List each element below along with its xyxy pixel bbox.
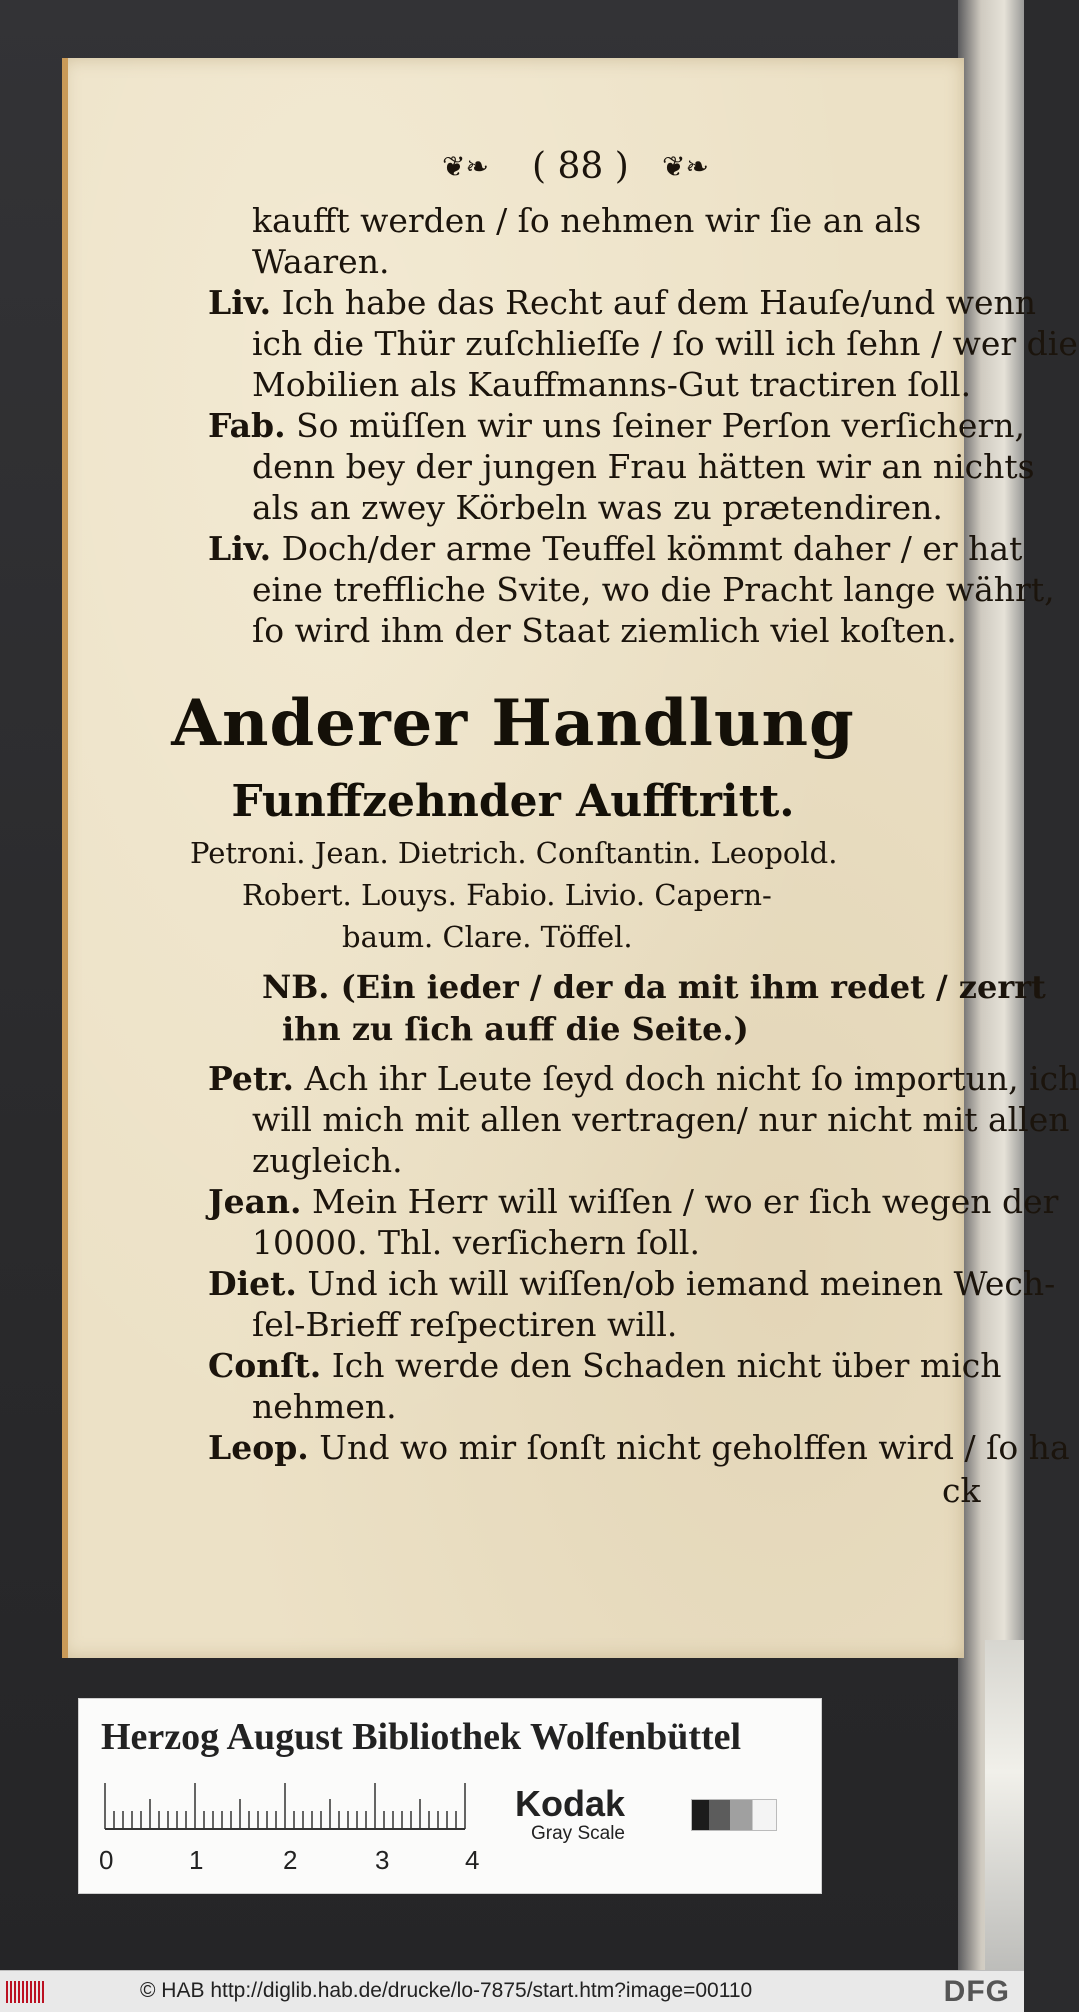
adjacent-page-strip-lower [985,1640,1024,1970]
dfg-logo: DFG [943,1975,1010,2008]
footer-bar [0,1970,1024,2012]
speaker-label: Fab. [208,406,286,445]
line-text: Und wo mir ſonſt nicht geholffen wird / ſo ha [319,1428,1070,1467]
ruler-number: 3 [375,1845,390,1875]
catchword: ck [942,1471,981,1510]
text-line [252,1099,1070,1140]
text-line [208,1263,1055,1304]
text-line [252,569,1055,610]
text-line [252,610,957,651]
ruler-number: 4 [465,1845,480,1875]
text-line [208,1345,1002,1386]
cast-line-2: Robert. Louys. Fabio. Livio. Capern- [242,878,772,912]
line-text: Und ich will wiſſen/ob iemand meinen Wech- [307,1264,1056,1303]
line-text: als an zwey Körbeln was zu prætendiren. [252,488,943,527]
text-line [252,364,971,405]
footer-link[interactable]: © HAB http://diglib.hab.de/drucke/lo-7875/start.htm?image=00110 [140,1979,753,2002]
stage-direction-line-1: NB. (Ein ieder / der da mit ihm redet / zerrt [262,968,1046,1006]
text-line [252,1222,700,1263]
act-heading: Anderer Handlung [171,686,855,761]
line-text: Waaren. [252,242,390,281]
line-text: denn bey der jungen Frau hätten wir an nichts [252,447,1035,486]
kodak-brand: Kodak [515,1783,626,1824]
ruler-number: 1 [189,1845,204,1875]
text-line [208,1181,1058,1222]
text-line [252,1140,403,1181]
line-text: Ach ihr Leute ſeyd doch nicht ſo importun, ich [304,1059,1079,1098]
ruler-number: 0 [99,1845,114,1875]
text-line [252,446,1035,487]
text-line [252,487,943,528]
card-title: Herzog August Bibliothek Wolfenbüttel [101,1716,742,1758]
cast-line-3: baum. Clare. Töffel. [342,920,633,954]
ruler-scale [105,1783,465,1831]
text-line [252,323,1078,364]
speaker-label: Liv. [208,283,272,322]
gray-scale-label: Gray Scale [531,1823,625,1844]
line-text: Ich habe das Recht auf dem Hauſe/und wenn [281,283,1037,322]
speaker-label: Diet. [208,1264,297,1303]
line-text: nehmen. [252,1387,397,1426]
line-text: eine treffliche Svite, wo die Pracht lange währt, [252,570,1055,609]
text-line [252,1386,397,1427]
line-text: So müſſen wir uns ſeiner Perſon verſichern, [296,406,1025,445]
line-text: Doch/der arme Teuffel kömmt daher / er hat [281,529,1023,568]
text-line [208,282,1036,323]
text-line [208,405,1025,446]
cast-line-1: Petroni. Jean. Dietrich. Conſtantin. Leopold. [190,836,838,870]
text-line [208,1058,1079,1099]
speaker-label: Conſt. [208,1346,322,1385]
speaker-label: Petr. [208,1059,295,1098]
line-text: 10000. Thl. verſichern ſoll. [252,1223,700,1262]
line-text: kaufft werden / ſo nehmen wir ſie an als [252,201,922,240]
line-text: zugleich. [252,1141,403,1180]
line-text: Mein Herr will wiſſen / wo er ſich wegen der [311,1182,1059,1221]
line-text: ſel-Brieff reſpectiren will. [252,1305,678,1344]
text-line [252,241,389,282]
page-edge [62,58,68,1658]
ruler-number: 2 [283,1845,298,1875]
ornament-right: ❦❧ [662,150,709,183]
speaker-label: Leop. [208,1428,309,1467]
line-text: will mich mit allen vertragen/ nur nicht mit allen [252,1100,1070,1139]
stage-direction-line-2: ihn zu ſich auff die Seite.) [282,1010,749,1048]
book-page [62,58,1079,1658]
reference-card [78,1698,822,1894]
ornament-left: ❦❧ [442,150,489,183]
text-line [208,1427,1070,1468]
gray-swatch [691,1799,777,1831]
speaker-label: Liv. [208,529,272,568]
line-text: Mobilien als Kauffmanns-Gut tractiren ſoll. [252,365,972,404]
barcode-icon [6,1981,46,2003]
text-line [252,1304,677,1345]
scene-heading: Funffzehnder Aufftritt. [231,776,795,827]
line-text: ich die Thür zuſchlieſſe / ſo will ich ſehn / wer die [252,324,1078,363]
page-number: ( 88 ) [532,146,629,187]
speaker-label: Jean. [208,1182,302,1221]
text-line [208,528,1022,569]
line-text: ſo wird ihm der Staat ziemlich viel koſten. [252,611,957,650]
text-line [252,200,921,241]
line-text: Ich werde den Schaden nicht über mich [331,1346,1002,1385]
